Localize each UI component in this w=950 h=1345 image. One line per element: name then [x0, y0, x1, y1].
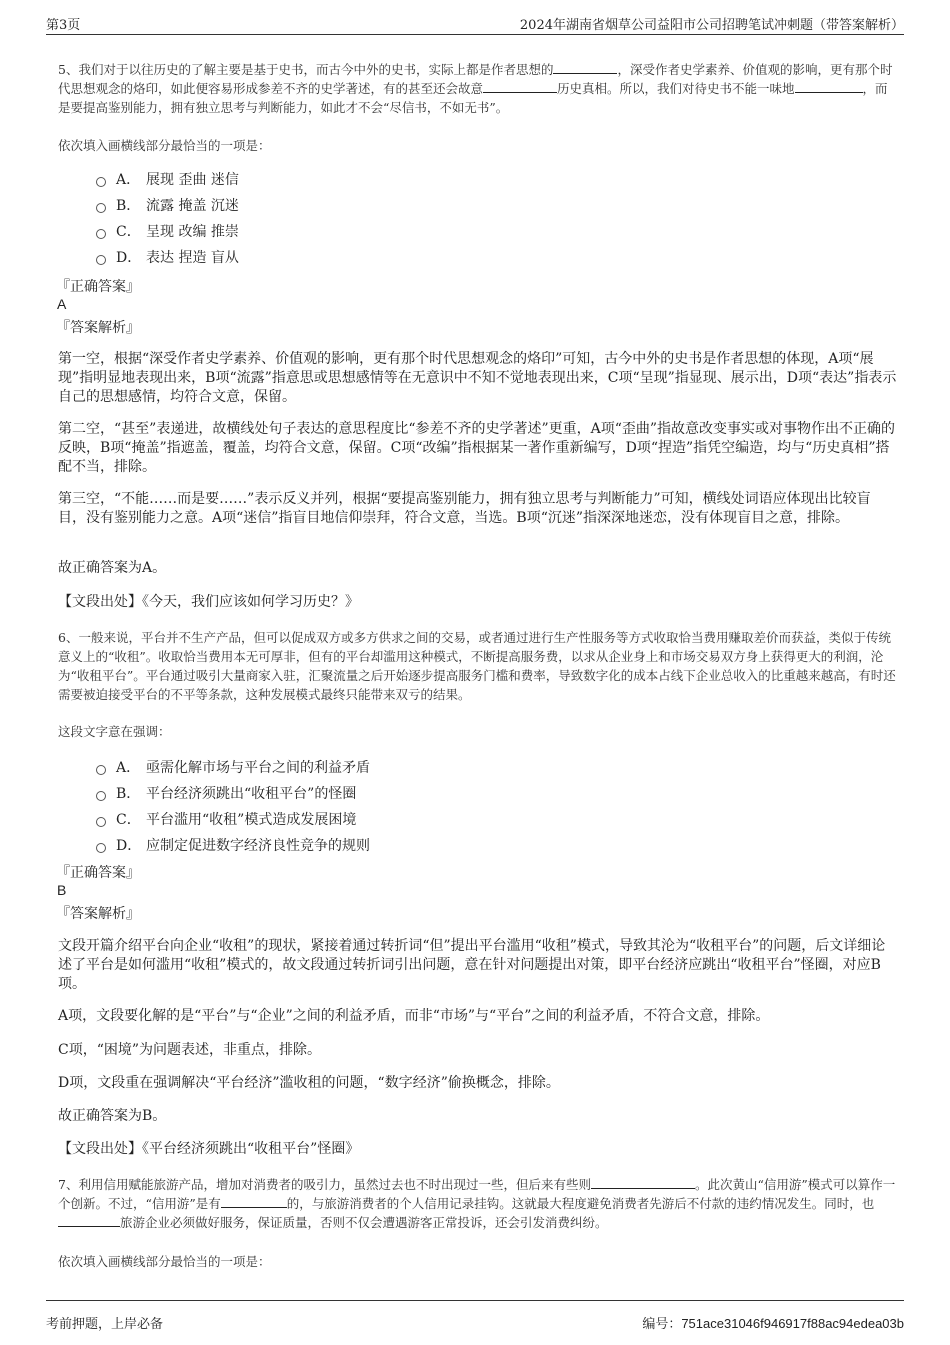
q5-explanation-1: 第一空，根据“深受作者史学素养、价值观的影响，更有那个时代思想观念的烙印”可知，古今中外的史书是作者思想的体现，A项“展现”指明显地表现出来，B项“流露”指意思或思想感情等在无意识中不知不觉地表现出来，C项“呈现”指显现、展示出，D项“表达”指表示自己的思想感情，均符合文意，保留。	[58, 351, 897, 405]
option-d[interactable]: D． 应制定促进数字经济良性竞争的规则	[96, 832, 796, 858]
radio-icon[interactable]	[96, 255, 106, 265]
option-c[interactable]: C． 平台滥用“收租”模式造成发展困境	[96, 806, 796, 832]
q7-ask: 依次填入画横线部分最恰当的一项是：	[58, 1254, 271, 1269]
correct-answer-value: B	[57, 882, 67, 898]
blank-line	[795, 80, 863, 93]
q6-source: 【文段出处】《平台经济须跳出“收租平台”怪圈》	[58, 1141, 360, 1157]
analysis-label: 『答案解析』	[56, 906, 140, 922]
q6-explanation-3: C项，“困境”为问题表述，非重点，排除。	[58, 1042, 322, 1058]
footer-slogan: 考前押题，上岸必备	[46, 1317, 164, 1332]
option-a[interactable]: A． 亟需化解市场与平台之间的利益矛盾	[96, 754, 796, 780]
blank-line	[553, 61, 617, 74]
q5-stem: 5、我们对于以往历史的了解主要是基于史书，而古今中外的史书，实际上都是作者思想的 ，深受作者史学素养、价值观的影响，更有那个时代思想观念的烙印，如此便容易形成参差不齐的史学著述，有的甚至还会故意 历史真相。所以，我们对待史书不能一味地 ，而是要提高鉴别能力，拥有独立思考与判断能力，如此才不会“尽信书，不如无书”。	[58, 62, 893, 115]
q5-conclusion: 故正确答案为A。	[58, 560, 167, 576]
option-d[interactable]: D． 表达 捏造 盲从	[96, 244, 796, 270]
q7-stem: 7、利用信用赋能旅游产品，增加对消费者的吸引力，虽然过去也不时出现过一些，但后来有些则 。此次黄山“信用游”模式可以算作一个创新。不过，“信用游”是有 的，与旅游消费者的个人信用记录挂钩。这就最大程度避免消费者先游后不付款的违约情况发生。同时，也旅游企业必须做好服务，保证质量，否则不仅会遭遇游客正常投诉，还会引发消费纠纷。	[58, 1177, 896, 1230]
radio-icon[interactable]	[96, 791, 106, 801]
radio-icon[interactable]	[96, 817, 106, 827]
blank-line	[221, 1195, 287, 1208]
q5-source: 【文段出处】《今天，我们应该如何学习历史？》	[58, 594, 359, 610]
analysis-label: 『答案解析』	[56, 320, 140, 336]
q5-explanation-3: 第三空，“不能……而是要……”表示反义并列，根据“要提高鉴别能力，拥有独立思考与判断能力”可知，横线处词语应体现出比较盲目，没有鉴别能力之意。A项“迷信”指盲目地信仰崇拜，符合文意，当选。B项“沉迷”指深深地迷恋，没有体现盲目之意，排除。	[58, 491, 871, 526]
option-a[interactable]: A． 展现 歪曲 迷信	[96, 166, 796, 192]
blank-line	[58, 1214, 120, 1227]
q6-options	[96, 754, 796, 858]
page-header	[46, 12, 904, 35]
radio-icon[interactable]	[96, 203, 106, 213]
document-id: 编号：751ace31046f946917f88ac94edea03b	[642, 1316, 904, 1332]
radio-icon[interactable]	[96, 177, 106, 187]
q6-explanation-1: 文段开篇介绍平台向企业“收租”的现状，紧接着通过转折词“但”提出平台滥用“收租”模式，导致其沦为“收租平台”的问题，后文详细论述了平台是如何滥用“收租”模式的，故文段通过转折词引出问题，意在针对问题提出对策，即平台经济应跳出“收租平台”怪圈，对应B项。	[58, 938, 886, 992]
blank-line	[591, 1176, 695, 1189]
q6-explanation-2: A项，文段要化解的是“平台”与“企业”之间的利益矛盾，而非“市场”与“平台”之间的利益矛盾，不符合文意，排除。	[58, 1008, 770, 1024]
q5-ask: 依次填入画横线部分最恰当的一项是：	[58, 138, 271, 153]
radio-icon[interactable]	[96, 765, 106, 775]
option-b[interactable]: B． 平台经济须跳出“收租平台”的怪圈	[96, 780, 796, 806]
option-b[interactable]: B． 流露 掩盖 沉迷	[96, 192, 796, 218]
correct-answer-label: 『正确答案』	[56, 865, 140, 881]
q5-options	[96, 166, 796, 270]
q6-explanation-4: D项，文段重在强调解决“平台经济”滥收租的问题，“数字经济”偷换概念，排除。	[58, 1075, 560, 1091]
correct-answer-label: 『正确答案』	[56, 279, 140, 295]
page-number: 第3页	[46, 18, 81, 33]
document-title: 2024年湖南省烟草公司益阳市公司招聘笔试冲刺题（带答案解析）	[519, 18, 904, 33]
q6-stem: 6、一般来说，平台并不生产产品，但可以促成双方或多方供求之间的交易，或者通过进行生产性服务等方式收取恰当费用赚取差价而获益，类似于传统意义上的“收租”。收取恰当费用本无可厚非，但有的平台却滥用这种模式，不断提高服务费，以求从企业身上和市场交易双方身上获得更大的利润，沦为“收租平台”。平台通过吸引大量商家入驻，汇聚流量之后开始逐步提高服务门槛和费率，导致数字化的成本占线下企业总收入的比重越来越高，有时还需要被迫接受平台的不平等条款，这种发展模式最终只能带来双亏的结果。	[58, 630, 896, 702]
radio-icon[interactable]	[96, 843, 106, 853]
q6-ask: 这段文字意在强调：	[58, 724, 171, 739]
blank-line	[483, 80, 557, 93]
q5-explanation-2: 第二空，“甚至”表递进，故横线处句子表达的意思程度比“参差不齐的史学著述”更重，A项“歪曲”指故意改变事实或对事物作出不正确的反映，B项“掩盖”指遮盖，覆盖，均符合文意，保留。C项“改编”指根据某一著作重新编写，D项“捏造”指凭空编造，均与“历史真相”搭配不当，排除。	[58, 421, 896, 475]
page-footer	[46, 1300, 904, 1332]
option-c[interactable]: C． 呈现 改编 推崇	[96, 218, 796, 244]
q6-conclusion: 故正确答案为B。	[58, 1108, 167, 1124]
radio-icon[interactable]	[96, 229, 106, 239]
correct-answer-value: A	[57, 296, 67, 312]
